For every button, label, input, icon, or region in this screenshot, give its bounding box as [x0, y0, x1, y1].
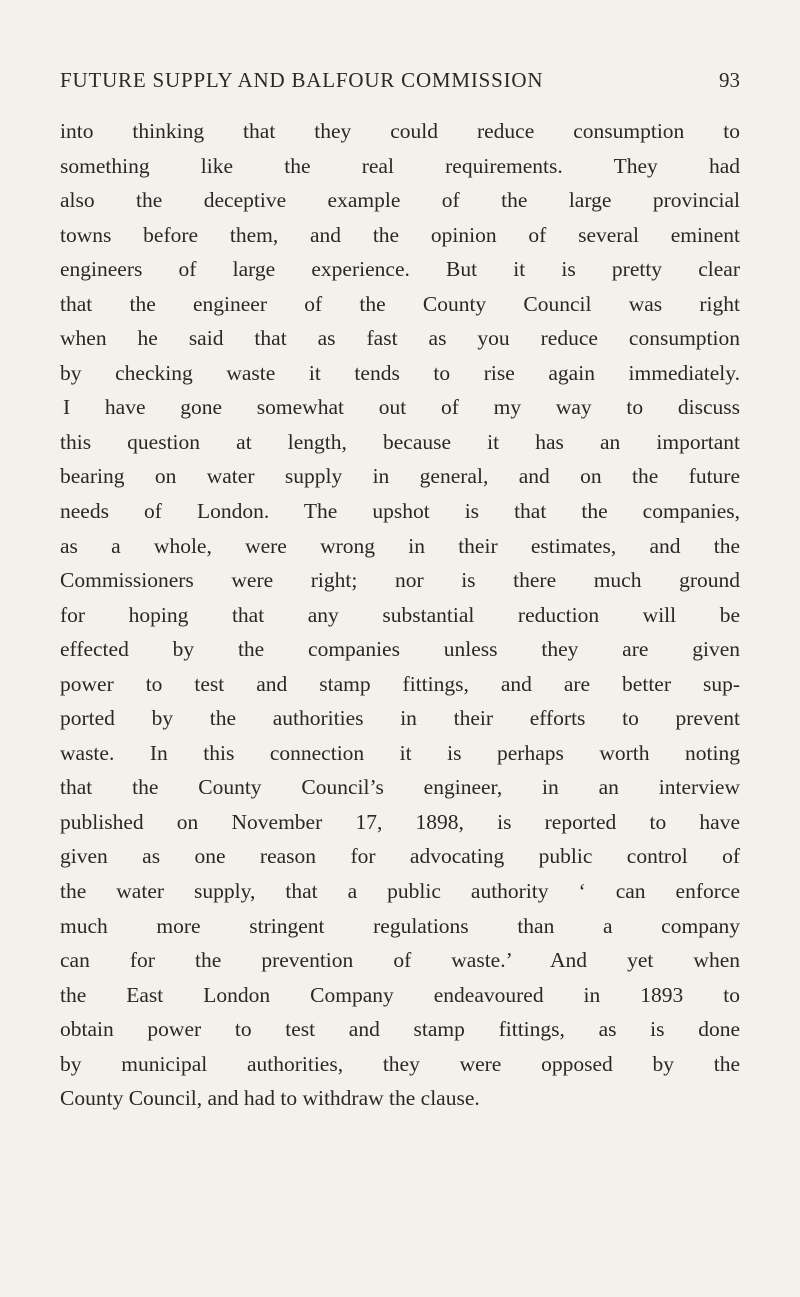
text-line: as a whole, were wrong in their estimates, and the [60, 533, 740, 558]
text-line: much more stringent regulations than a company [60, 913, 740, 938]
text-line: published on November 17, 1898, is reported to have [60, 809, 740, 834]
text-line: towns before them, and the opinion of several eminent [60, 222, 740, 247]
text-line: that the County Council’s engineer, in an interview [60, 775, 740, 800]
body-text [60, 114, 740, 1116]
text-line: can for the prevention of waste.’ And yet when [60, 948, 740, 973]
text-line: something like the real requirements. They had [60, 153, 740, 178]
text-line: when he said that as fast as you reduce consumption [60, 326, 740, 351]
text-line: into thinking that they could reduce consumption to [60, 119, 740, 143]
paragraph-start-line: I have gone somewhat out of my way to discuss [63, 395, 740, 420]
running-head [60, 68, 740, 98]
text-line: obtain power to test and stamp fittings, as is done [60, 1017, 740, 1042]
text-line: bearing on water supply in general, and on the future [60, 464, 740, 489]
text-line: for hoping that any substantial reduction will be [60, 602, 740, 627]
text-line: also the deceptive example of the large provincial [60, 188, 740, 213]
text-line: by checking waste it tends to rise again immediately. [60, 360, 740, 385]
page-number: 93 [719, 68, 740, 92]
text-line: the water supply, that a public authority ‘ can enforce [60, 879, 740, 904]
text-line: County Council, and had to withdraw the clause. [60, 1086, 480, 1111]
text-line: the East London Company endeavoured in 1893 to [60, 982, 740, 1007]
text-line: power to test and stamp fittings, and are better sup- [60, 671, 740, 696]
text-line: effected by the companies unless they are given [60, 637, 740, 662]
text-line: by municipal authorities, they were opposed by the [60, 1051, 740, 1076]
running-title: FUTURE SUPPLY AND BALFOUR COMMISSION [60, 68, 544, 92]
text-line: needs of London. The upshot is that the companies, [60, 499, 740, 524]
text-line: this question at length, because it has an important [60, 429, 740, 454]
text-line: ported by the authorities in their efforts to prevent [60, 706, 740, 731]
text-line: that the engineer of the County Council was right [60, 291, 740, 316]
text-line: engineers of large experience. But it is pretty clear [60, 257, 740, 282]
text-line: waste. In this connection it is perhaps worth noting [60, 740, 740, 765]
text-line: Commissioners were right; nor is there much ground [60, 568, 740, 593]
text-line: given as one reason for advocating public control of [60, 844, 740, 869]
